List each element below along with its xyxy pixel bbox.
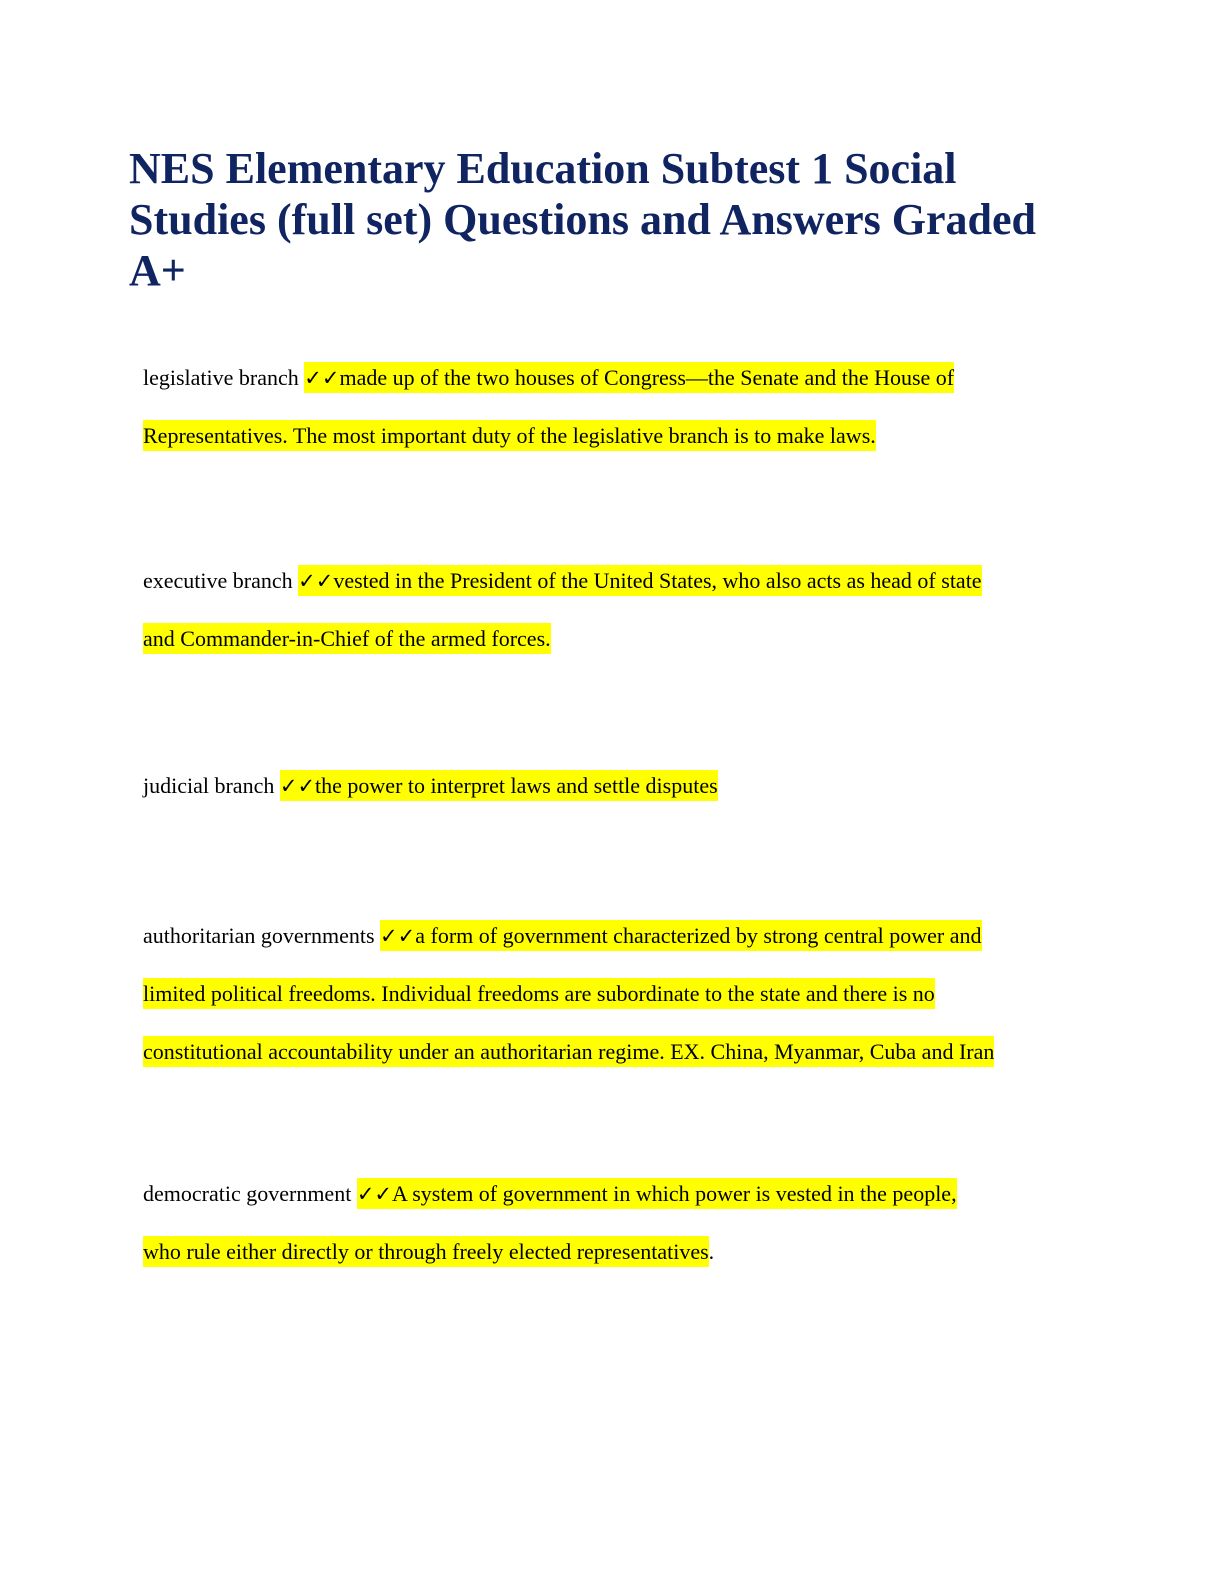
answer-line: a form of government characterized by strong central power and [415,923,982,948]
answer-tail: . [708,1239,715,1264]
answer-line: made up of the two houses of Congress—the Senate and the House of [339,365,955,390]
term: executive branch [143,568,293,593]
answer-line: and Commander-in-Chief of the armed forces. [143,623,551,654]
answer-line: A system of government in which power is vested in the people, [392,1181,957,1206]
term: authoritarian governments [143,923,375,948]
answer-line: Representatives. The most important duty of the legislative branch is to make laws. [143,420,876,451]
answer-line: limited political freedoms. Individual freedoms are subordinate to the state and there is no [143,978,935,1009]
qa-entry [143,907,994,1081]
double-check-icon: ✓✓ [304,366,340,390]
document-title: NES Elementary Education Subtest 1 Social Studies (full set) Questions and Answers Graded A+ [129,144,1037,295]
qa-entry [143,552,982,668]
term: judicial branch [143,773,275,798]
answer-line: vested in the President of the United States, who also acts as head of state [333,568,982,593]
term: legislative branch [143,365,299,390]
qa-entry [143,349,954,465]
double-check-icon: ✓✓ [380,924,416,948]
answer-line: the power to interpret laws and settle disputes [315,773,718,798]
qa-entry [143,757,718,815]
double-check-icon: ✓✓ [356,1182,393,1206]
answer-line: who rule either directly or through freely elected representatives [143,1236,709,1267]
qa-entry [143,1165,957,1281]
double-check-icon: ✓✓ [279,774,316,798]
double-check-icon: ✓✓ [298,569,334,593]
term: democratic government [143,1181,352,1206]
answer-line: constitutional accountability under an authoritarian regime. EX. China, Myanmar, Cuba and Iran [143,1036,994,1067]
